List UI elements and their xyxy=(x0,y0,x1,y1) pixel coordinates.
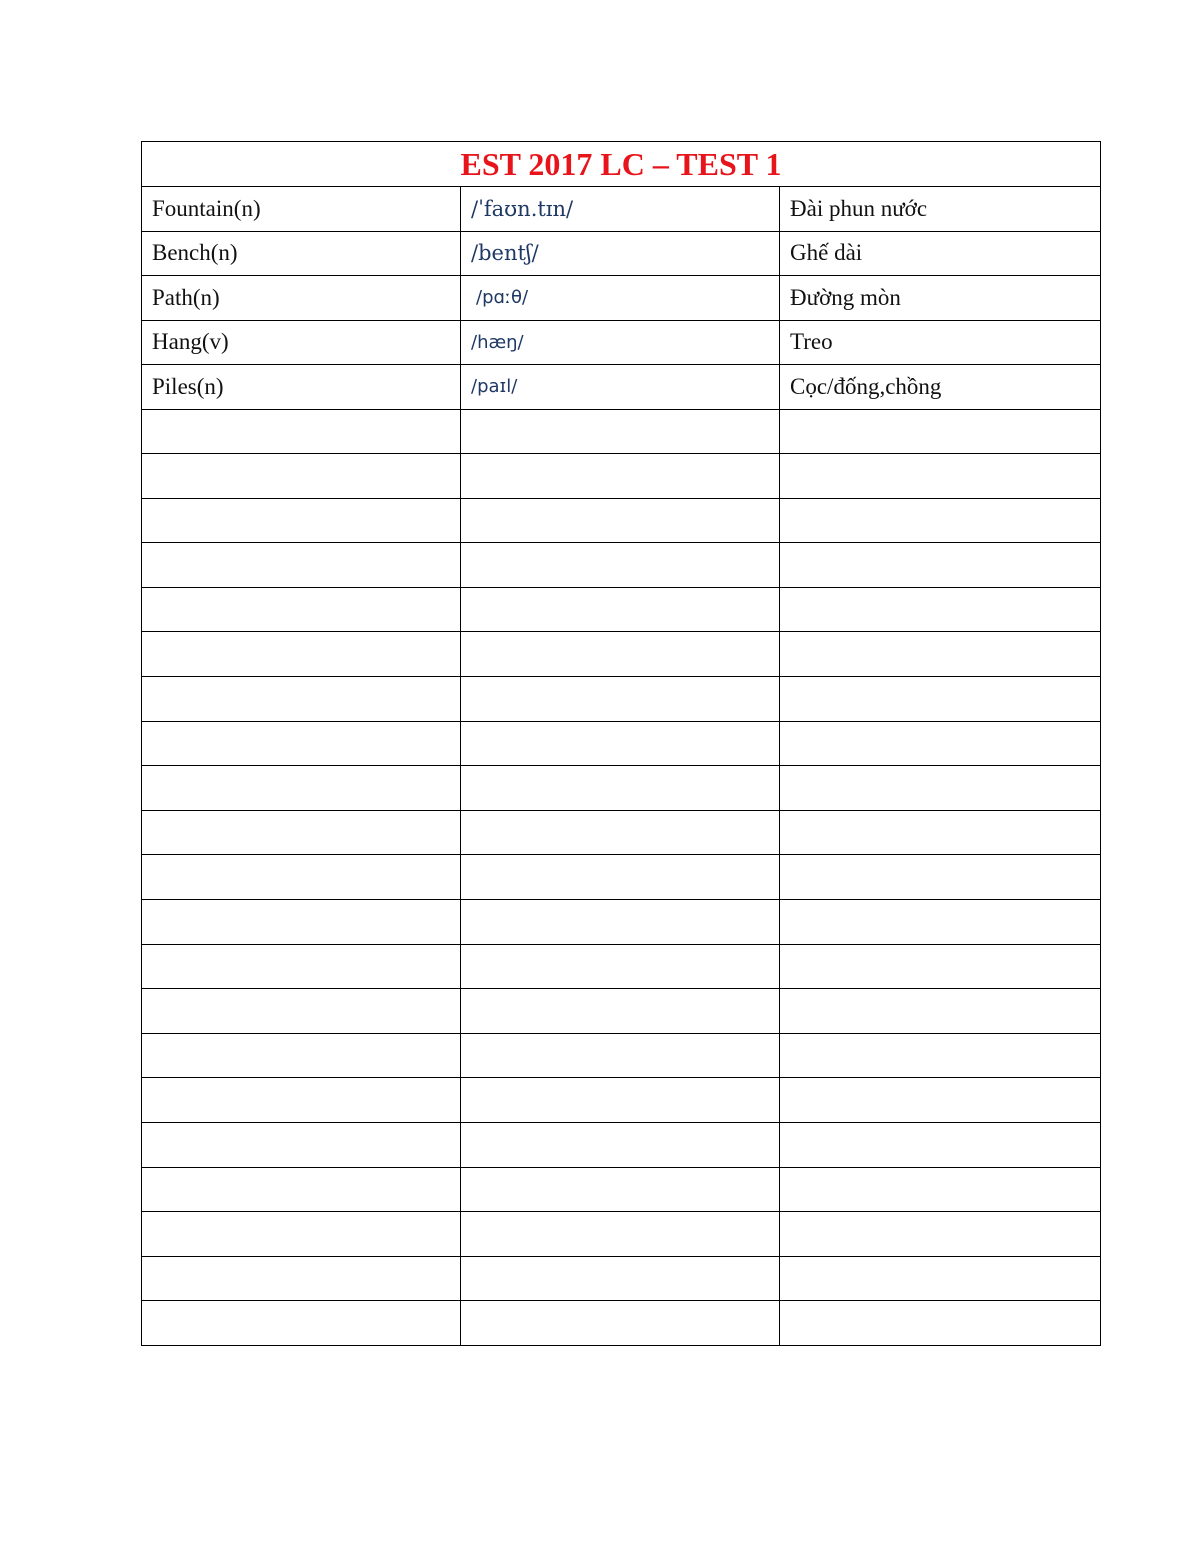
meaning-cell: Đài phun nước xyxy=(780,187,1101,232)
empty-cell xyxy=(461,810,780,855)
empty-table-row xyxy=(142,454,1101,499)
empty-cell xyxy=(142,855,461,900)
empty-cell xyxy=(461,677,780,722)
empty-cell xyxy=(780,1301,1101,1346)
empty-table-row xyxy=(142,677,1101,722)
table-row xyxy=(142,276,1101,321)
empty-cell xyxy=(461,1078,780,1123)
empty-cell xyxy=(780,1078,1101,1123)
empty-cell xyxy=(780,944,1101,989)
table-row xyxy=(142,365,1101,410)
empty-cell xyxy=(780,543,1101,588)
empty-table-row xyxy=(142,543,1101,588)
empty-cell xyxy=(461,1212,780,1257)
meaning-cell: Cọc/đống,chồng xyxy=(780,365,1101,410)
empty-cell xyxy=(461,1167,780,1212)
empty-cell xyxy=(142,1212,461,1257)
empty-table-row xyxy=(142,1212,1101,1257)
ipa-cell: /paɪl/ xyxy=(461,365,780,410)
empty-cell xyxy=(461,632,780,677)
empty-cell xyxy=(142,900,461,945)
title-row xyxy=(142,142,1101,187)
vocabulary-table xyxy=(141,141,1101,1346)
word-cell: Piles(n) xyxy=(142,365,461,410)
empty-cell xyxy=(142,721,461,766)
blank-rows xyxy=(142,409,1101,1345)
empty-table-row xyxy=(142,1167,1101,1212)
empty-table-row xyxy=(142,498,1101,543)
empty-cell xyxy=(461,1033,780,1078)
word-cell: Fountain(n) xyxy=(142,187,461,232)
empty-cell xyxy=(461,1123,780,1168)
empty-cell xyxy=(142,1301,461,1346)
empty-table-row xyxy=(142,1078,1101,1123)
empty-cell xyxy=(780,498,1101,543)
empty-cell xyxy=(142,632,461,677)
empty-cell xyxy=(461,1301,780,1346)
empty-table-row xyxy=(142,766,1101,811)
empty-cell xyxy=(780,1256,1101,1301)
empty-cell xyxy=(142,766,461,811)
empty-cell xyxy=(780,721,1101,766)
empty-cell xyxy=(142,454,461,499)
empty-cell xyxy=(142,677,461,722)
empty-cell xyxy=(461,721,780,766)
empty-cell xyxy=(461,1256,780,1301)
empty-cell xyxy=(780,855,1101,900)
ipa-cell: /hæŋ/ xyxy=(461,320,780,365)
word-cell: Bench(n) xyxy=(142,231,461,276)
empty-cell xyxy=(780,1033,1101,1078)
empty-cell xyxy=(461,900,780,945)
meaning-cell: Ghế dài xyxy=(780,231,1101,276)
table-row xyxy=(142,187,1101,232)
empty-cell xyxy=(461,409,780,454)
empty-cell xyxy=(142,1167,461,1212)
empty-table-row xyxy=(142,632,1101,677)
empty-cell xyxy=(780,409,1101,454)
empty-table-row xyxy=(142,587,1101,632)
empty-cell xyxy=(780,1123,1101,1168)
empty-cell xyxy=(780,766,1101,811)
empty-cell xyxy=(780,454,1101,499)
empty-cell xyxy=(780,632,1101,677)
empty-cell xyxy=(461,855,780,900)
empty-cell xyxy=(461,498,780,543)
empty-cell xyxy=(461,766,780,811)
empty-table-row xyxy=(142,944,1101,989)
table-row xyxy=(142,320,1101,365)
meaning-cell: Đường mòn xyxy=(780,276,1101,321)
empty-cell xyxy=(142,498,461,543)
empty-cell xyxy=(461,454,780,499)
empty-cell xyxy=(780,989,1101,1034)
empty-cell xyxy=(461,944,780,989)
meaning-cell: Treo xyxy=(780,320,1101,365)
empty-cell xyxy=(780,900,1101,945)
empty-cell xyxy=(142,587,461,632)
empty-table-row xyxy=(142,721,1101,766)
word-cell: Hang(v) xyxy=(142,320,461,365)
empty-table-row xyxy=(142,810,1101,855)
empty-cell xyxy=(142,989,461,1034)
empty-cell xyxy=(142,543,461,588)
table-row xyxy=(142,231,1101,276)
ipa-cell: /pɑːθ/ xyxy=(461,276,780,321)
empty-table-row xyxy=(142,409,1101,454)
empty-cell xyxy=(780,1167,1101,1212)
empty-cell xyxy=(142,1078,461,1123)
document-title: EST 2017 LC – TEST 1 xyxy=(142,142,1101,187)
empty-cell xyxy=(461,989,780,1034)
empty-table-row xyxy=(142,989,1101,1034)
empty-cell xyxy=(142,1256,461,1301)
empty-table-row xyxy=(142,855,1101,900)
empty-table-row xyxy=(142,1301,1101,1346)
empty-cell xyxy=(780,810,1101,855)
empty-cell xyxy=(461,587,780,632)
empty-table-row xyxy=(142,900,1101,945)
empty-cell xyxy=(142,1123,461,1168)
ipa-cell: /bentʃ/ xyxy=(461,231,780,276)
empty-cell xyxy=(142,944,461,989)
empty-cell xyxy=(142,810,461,855)
empty-table-row xyxy=(142,1256,1101,1301)
word-cell: Path(n) xyxy=(142,276,461,321)
empty-cell xyxy=(142,409,461,454)
empty-cell xyxy=(780,1212,1101,1257)
empty-cell xyxy=(142,1033,461,1078)
ipa-cell: /ˈfaʊn.tɪn/ xyxy=(461,187,780,232)
empty-cell xyxy=(780,677,1101,722)
empty-cell xyxy=(461,543,780,588)
empty-table-row xyxy=(142,1123,1101,1168)
empty-table-row xyxy=(142,1033,1101,1078)
empty-cell xyxy=(780,587,1101,632)
